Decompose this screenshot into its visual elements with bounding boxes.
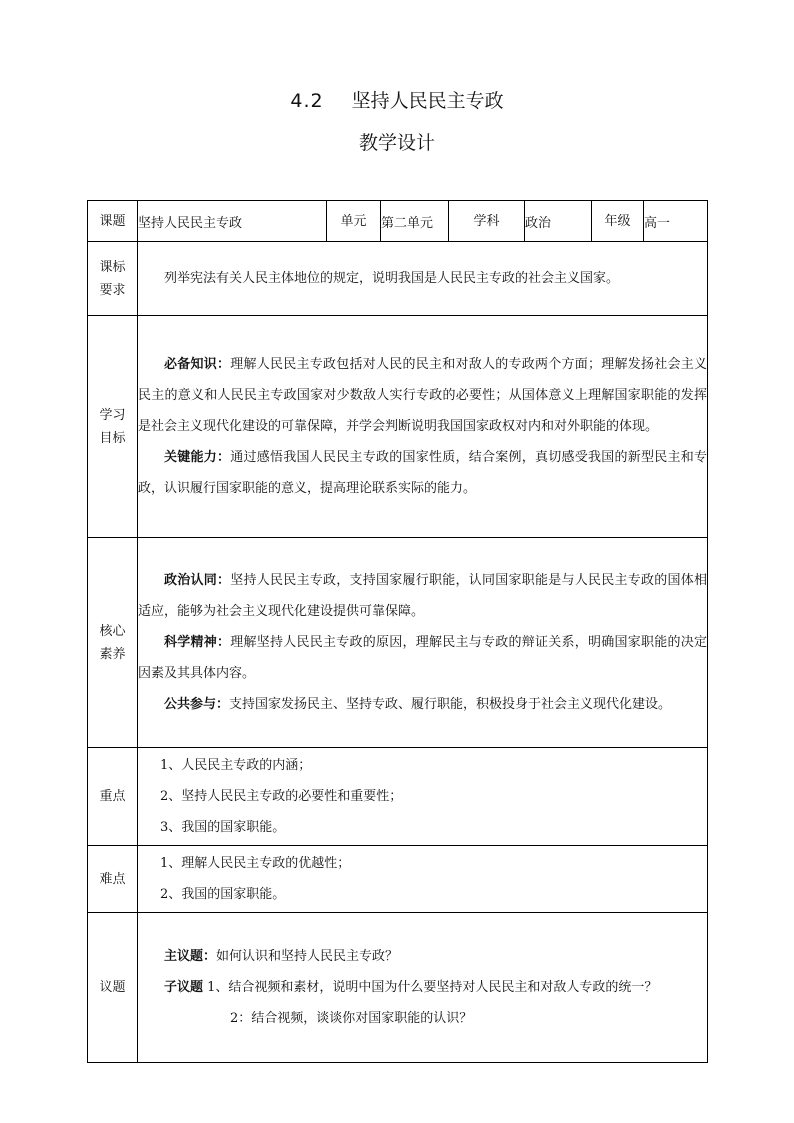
sub-issue-title: 子议题 xyxy=(164,980,204,995)
issues-row xyxy=(88,913,708,1063)
goals-content xyxy=(138,316,708,538)
topic-value: 坚持人民民主专政 xyxy=(138,201,327,242)
literacy-p1-text: 坚持人民民主专政，支持国家履行职能，认同国家职能是与人民民主专政的国体相适应，能够为社会主义现代化建设提供可靠保障。 xyxy=(138,573,707,619)
knowledge-paragraph xyxy=(138,349,707,442)
literacy-p3-text: 支持国家发扬民主、坚持专政、履行职能，积极投身于社会主义现代化建设。 xyxy=(229,697,672,712)
standard-label-line-2: 要求 xyxy=(99,282,126,298)
goals-row xyxy=(88,316,708,538)
difficulties-label: 难点 xyxy=(88,846,138,913)
ability-paragraph xyxy=(138,442,707,504)
standard-text: 列举宪法有关人民主体地位的规定，说明我国是人民民主专政的社会主义国家。 xyxy=(164,271,620,286)
difficulties-content xyxy=(138,846,708,913)
lesson-plan-table xyxy=(87,200,708,1063)
issues-content xyxy=(138,913,708,1063)
literacy-paragraph-1 xyxy=(138,565,707,627)
standard-content xyxy=(138,242,708,316)
standard-row xyxy=(88,242,708,316)
unit-value: 第二单元 xyxy=(381,201,449,242)
goals-label-line-2: 目标 xyxy=(99,430,126,446)
ability-title: 关键能力： xyxy=(164,450,231,465)
difficulty-item: 1、理解人民民主专政的优越性； xyxy=(160,856,351,871)
literacy-label-line-2: 素养 xyxy=(99,646,126,662)
standard-label-line-1: 课标 xyxy=(99,259,126,275)
main-issue-title: 主议题： xyxy=(164,949,217,964)
goals-label xyxy=(88,316,138,538)
literacy-label xyxy=(88,538,138,748)
key-point-item: 1、人民民主专政的内涵； xyxy=(160,758,312,773)
issues-label: 议题 xyxy=(88,913,138,1063)
main-issue xyxy=(138,941,707,972)
key-point-item: 3、我国的国家职能。 xyxy=(160,820,286,835)
ability-text: 通过感悟我国人民民主专政的国家性质，结合案例，真切感受我国的新型民主和专政，认识履行国家职能的意义，提高理论联系实际的能力。 xyxy=(138,450,707,496)
main-issue-text: 如何认识和坚持人民民主专政？ xyxy=(216,949,399,964)
key-points-label: 重点 xyxy=(88,748,138,846)
title-text: 坚持人民民主专政 xyxy=(351,90,504,112)
grade-label: 年级 xyxy=(592,201,644,242)
literacy-row xyxy=(88,538,708,748)
unit-label: 单元 xyxy=(327,201,381,242)
document-title xyxy=(0,86,794,113)
literacy-p2-text: 理解坚持人民民主专政的原因，理解民主与专政的辩证关系，明确国家职能的决定因素及其具体内容。 xyxy=(138,635,707,681)
sub-issue-1 xyxy=(138,972,707,1003)
subject-label: 学科 xyxy=(449,201,525,242)
subject-value: 政治 xyxy=(525,201,592,242)
key-points-content xyxy=(138,748,708,846)
literacy-content xyxy=(138,538,708,748)
literacy-p1-title: 政治认同： xyxy=(164,573,231,588)
topic-label: 课题 xyxy=(88,201,138,242)
difficulty-item: 2、我国的国家职能。 xyxy=(160,887,286,902)
key-point-item: 2、坚持人民民主专政的必要性和重要性； xyxy=(160,789,403,804)
standard-label xyxy=(88,242,138,316)
grade-value: 高一 xyxy=(644,201,708,242)
literacy-p2-title: 科学精神： xyxy=(164,635,231,650)
knowledge-text: 理解人民民主专政包括对人民的民主和对敌人的专政两个方面；理解发扬社会主义民主的意义和人民民主专政国家对少数敌人实行专政的必要性；从国体意义上理解国家职能的发挥是社会主义现代化建设的可靠保障，并学会判断说明我国国家政权对内和对外职能的体现。 xyxy=(138,357,707,434)
goals-label-line-1: 学习 xyxy=(99,407,126,423)
literacy-p3-title: 公共参与： xyxy=(164,697,230,712)
sub-issue-2: 2：结合视频，谈谈你对国家职能的认识？ xyxy=(230,1011,473,1026)
literacy-paragraph-2 xyxy=(138,627,707,689)
header-row xyxy=(88,201,708,242)
difficulties-row xyxy=(88,846,708,913)
key-points-row xyxy=(88,748,708,846)
document-subtitle: 教学设计 xyxy=(358,132,435,154)
knowledge-title: 必备知识： xyxy=(164,357,231,372)
title-number: 4.2 xyxy=(290,90,324,112)
sub-issue-1-text: 1、结合视频和素材，说明中国为什么要坚持对人民民主和对敌人专政的统一？ xyxy=(207,980,658,995)
literacy-label-line-1: 核心 xyxy=(99,623,126,639)
literacy-paragraph-3 xyxy=(138,689,707,720)
